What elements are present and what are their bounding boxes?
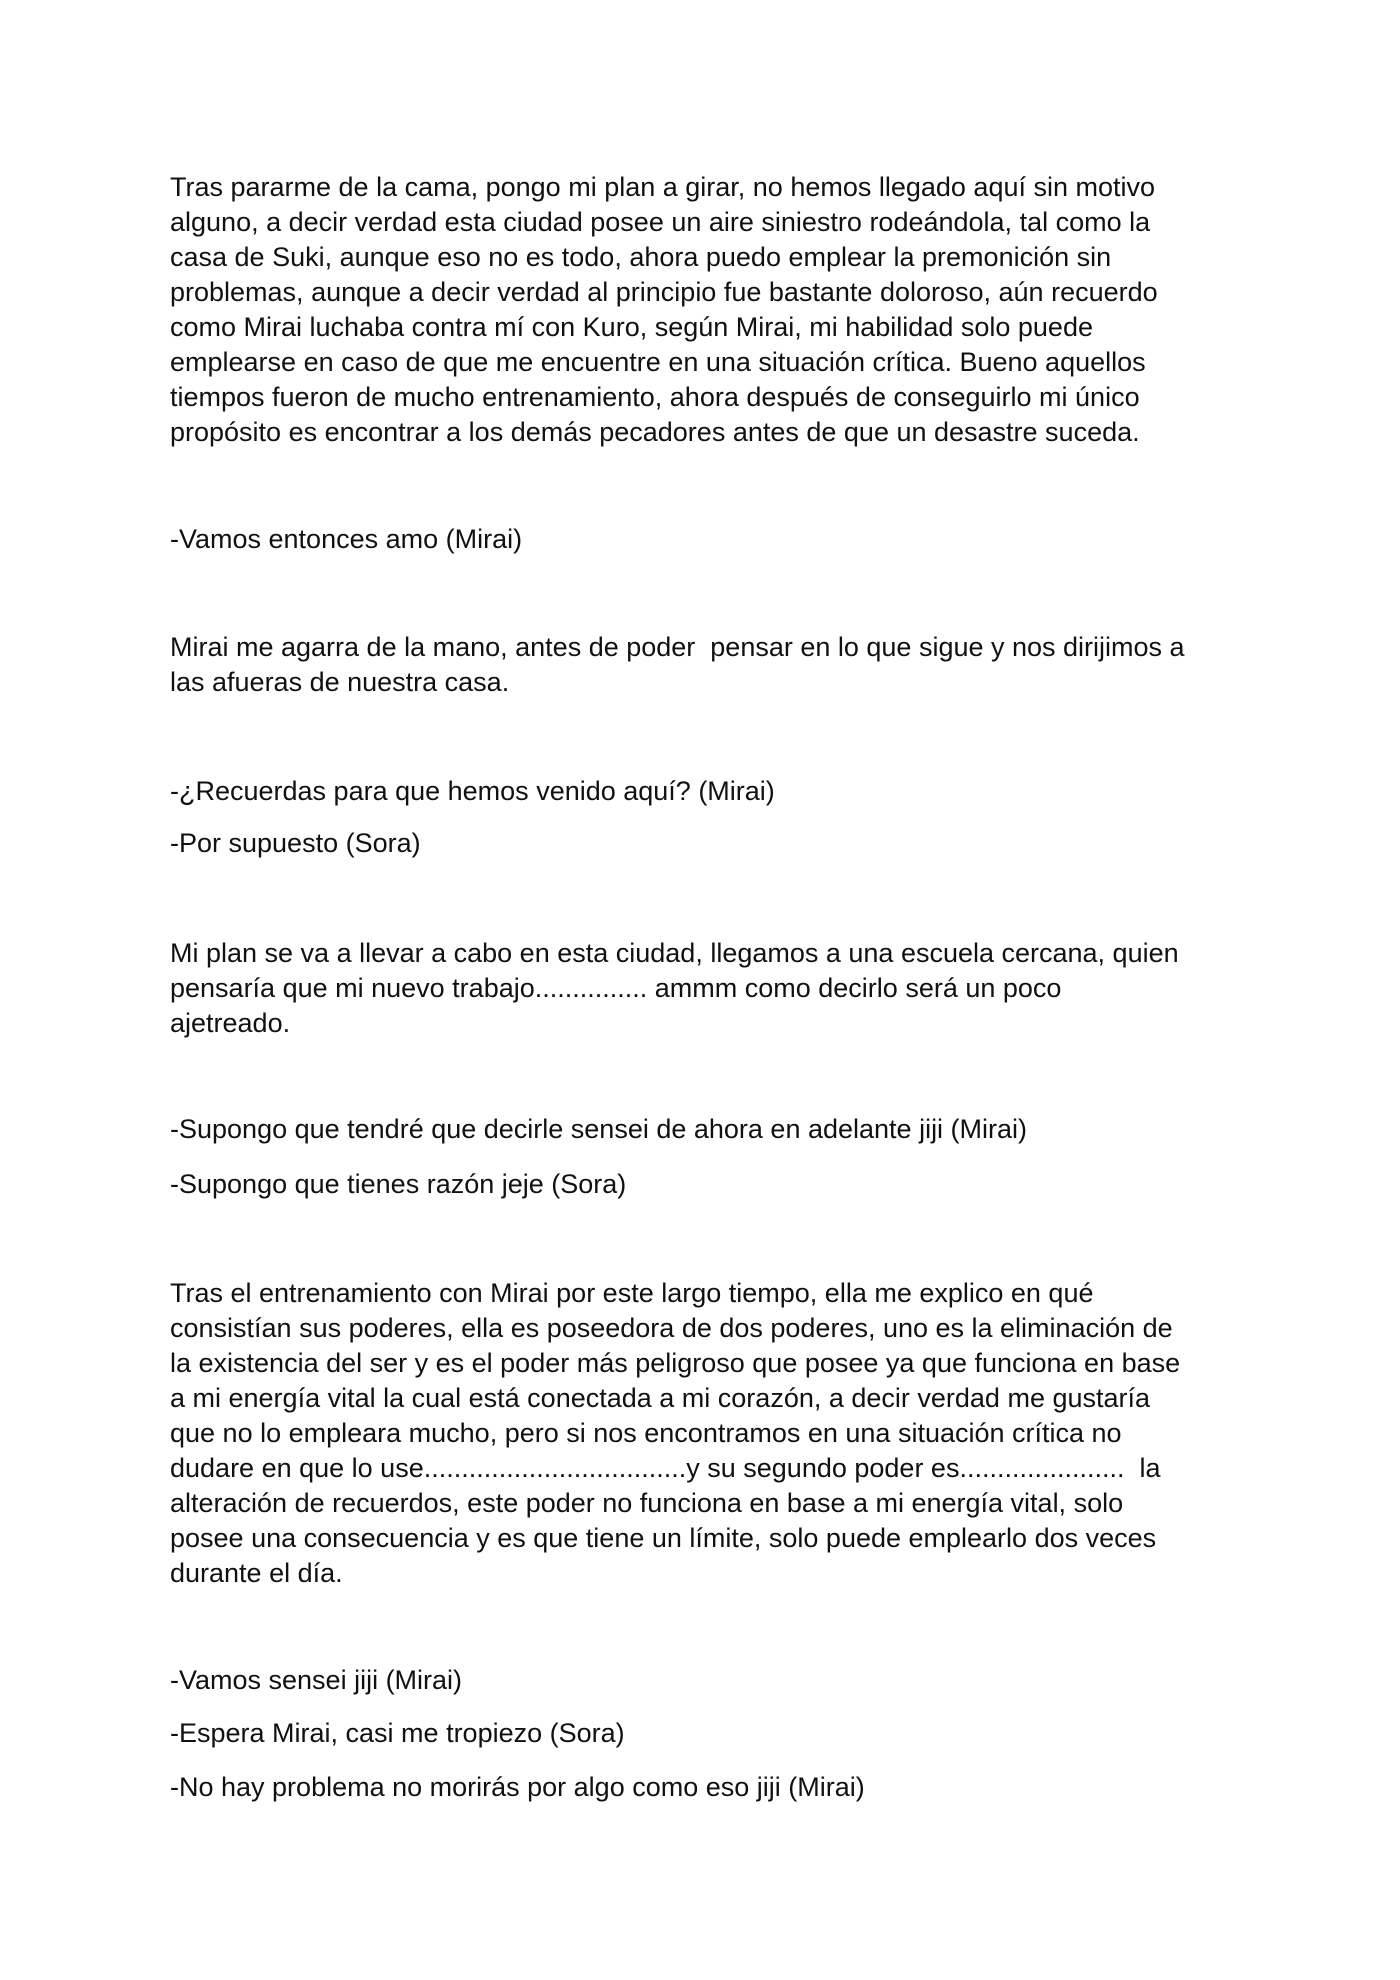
dialogue-line-3: -Por supuesto (Sora) — [170, 828, 421, 858]
dialogue-line-4: -Supongo que tendré que decirle sensei de ahora en adelante jiji (Mirai) — [170, 1114, 1028, 1144]
paragraph-4: Tras el entrenamiento con Mirai por este largo tiempo, ella me explico en qué consistían sus poderes, ella es poseedora de dos poderes, uno es la eliminación de la existencia del ser y es el poder más peligroso que posee ya que funciona en base a mi energía vital la cual está conectada a mi corazón, a decir verdad me gustaría que no lo empleara mucho, pero si nos encontramos en una situación crítica no dudare en que lo use...................................y su segundo poder es...................... la alteración de recuerdos, este poder no funciona en base a mi energía vital, solo posee una consecuencia y es que tiene un límite, solo puede emplearlo dos veces durante el día. — [170, 1278, 1181, 1588]
dialogue-line-8: -No hay problema no morirás por algo como eso jiji (Mirai) — [170, 1772, 865, 1802]
dialogue-line-7: -Espera Mirai, casi me tropiezo (Sora) — [170, 1718, 625, 1748]
dialogue-line-1: -Vamos entonces amo (Mirai) — [170, 524, 523, 554]
dialogue-line-5: -Supongo que tienes razón jeje (Sora) — [170, 1169, 627, 1199]
paragraph-3: Mi plan se va a llevar a cabo en esta ciudad, llegamos a una escuela cercana, quien pensaría que mi nuevo trabajo............... ammm como decirlo será un poco ajetreado. — [170, 938, 1179, 1038]
dialogue-line-2: -¿Recuerdas para que hemos venido aquí? (Mirai) — [170, 776, 775, 806]
paragraph-1: Tras pararme de la cama, pongo mi plan a girar, no hemos llegado aquí sin motivo alguno, a decir verdad esta ciudad posee un aire siniestro rodeándola, tal como la casa de Suki, aunque eso no es todo, ahora puedo emplear la premonición sin problemas, aunque a decir verdad al principio fue bastante doloroso, aún recuerdo como Mirai luchaba contra mí con Kuro, según Mirai, mi habilidad solo puede emplearse en caso de que me encuentre en una situación crítica. Bueno aquellos tiempos fueron de mucho entrenamiento, ahora después de conseguirlo mi único propósito es encontrar a los demás pecadores antes de que un desastre suceda. — [170, 172, 1158, 447]
paragraph-2: Mirai me agarra de la mano, antes de poder pensar en lo que sigue y nos dirijimos a las afueras de nuestra casa. — [170, 632, 1185, 697]
dialogue-line-6: -Vamos sensei jiji (Mirai) — [170, 1665, 463, 1695]
